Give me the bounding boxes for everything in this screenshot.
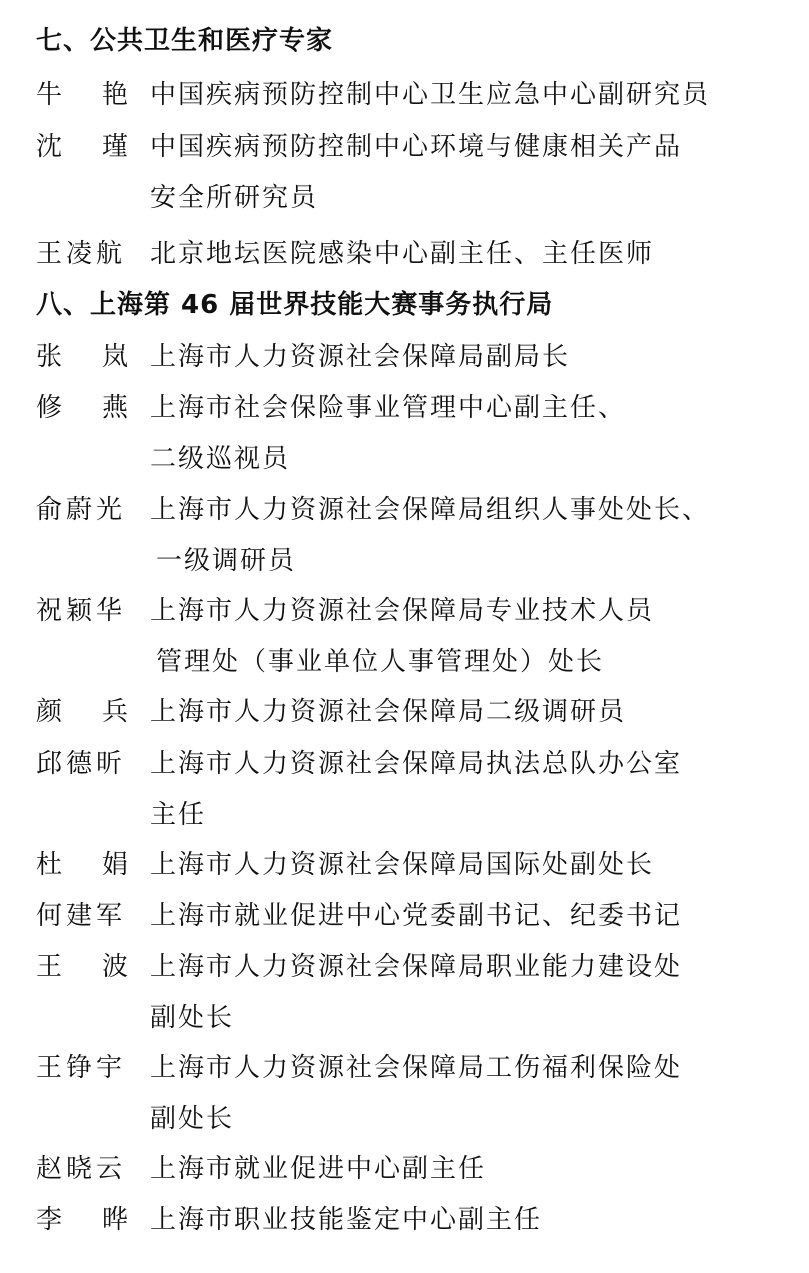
member-name: 王凌航 [36, 239, 122, 269]
member-name: 修 燕 [36, 393, 128, 423]
member-title: 上海市就业促进中心副主任 [150, 1154, 487, 1184]
member-name: 杜 娟 [36, 850, 128, 880]
member-title: 上海市人力资源社会保障局执法总队办公室 [150, 749, 683, 779]
member-title: 上海市人力资源社会保障局组织人事处处长、 [150, 495, 711, 525]
member-title: 中国疾病预防控制中心环境与健康相关产品 [150, 132, 683, 162]
member-title: 上海市人力资源社会保障局专业技术人员 [150, 596, 655, 626]
member-title: 上海市社会保险事业管理中心副主任、 [150, 393, 627, 423]
member-title-continued: 一级调研员 [156, 546, 297, 576]
member-title: 北京地坛医院感染中心副主任、主任医师 [150, 239, 655, 269]
member-name: 赵晓云 [36, 1154, 122, 1184]
member-name: 何建军 [36, 901, 122, 931]
member-title-continued: 副处长 [150, 1003, 235, 1033]
member-title-continued: 二级巡视员 [150, 444, 291, 474]
member-title: 上海市人力资源社会保障局职业能力建设处 [150, 952, 683, 982]
member-title: 上海市职业技能鉴定中心副主任 [150, 1205, 543, 1235]
member-name: 牛 艳 [36, 80, 128, 110]
member-title: 上海市就业促进中心党委副书记、纪委书记 [150, 901, 683, 931]
member-name: 王铮宇 [36, 1053, 122, 1083]
member-name: 李 晔 [36, 1205, 128, 1235]
member-name: 俞蔚光 [36, 495, 122, 525]
member-title: 中国疾病预防控制中心卫生应急中心副研究员 [150, 80, 711, 110]
member-title: 上海市人力资源社会保障局二级调研员 [150, 697, 627, 727]
member-name: 祝颖华 [36, 596, 122, 626]
member-name: 邱德昕 [36, 749, 122, 779]
member-title-continued: 安全所研究员 [150, 183, 319, 213]
member-name: 沈 瑾 [36, 132, 128, 162]
member-name: 颜 兵 [36, 697, 128, 727]
member-title-continued: 副处长 [150, 1104, 235, 1134]
section-heading-8: 八、上海第 46 届世界技能大赛事务执行局 [36, 290, 554, 320]
member-name: 王 波 [36, 952, 128, 982]
member-title-continued: 主任 [150, 800, 207, 830]
member-title: 上海市人力资源社会保障局副局长 [150, 342, 571, 372]
member-title: 上海市人力资源社会保障局国际处副处长 [150, 850, 655, 880]
member-name: 张 岚 [36, 342, 128, 372]
section-heading-7: 七、公共卫生和医疗专家 [36, 26, 334, 56]
member-title: 上海市人力资源社会保障局工伤福利保险处 [150, 1053, 683, 1083]
member-title-continued: 管理处（事业单位人事管理处）处长 [156, 647, 605, 677]
